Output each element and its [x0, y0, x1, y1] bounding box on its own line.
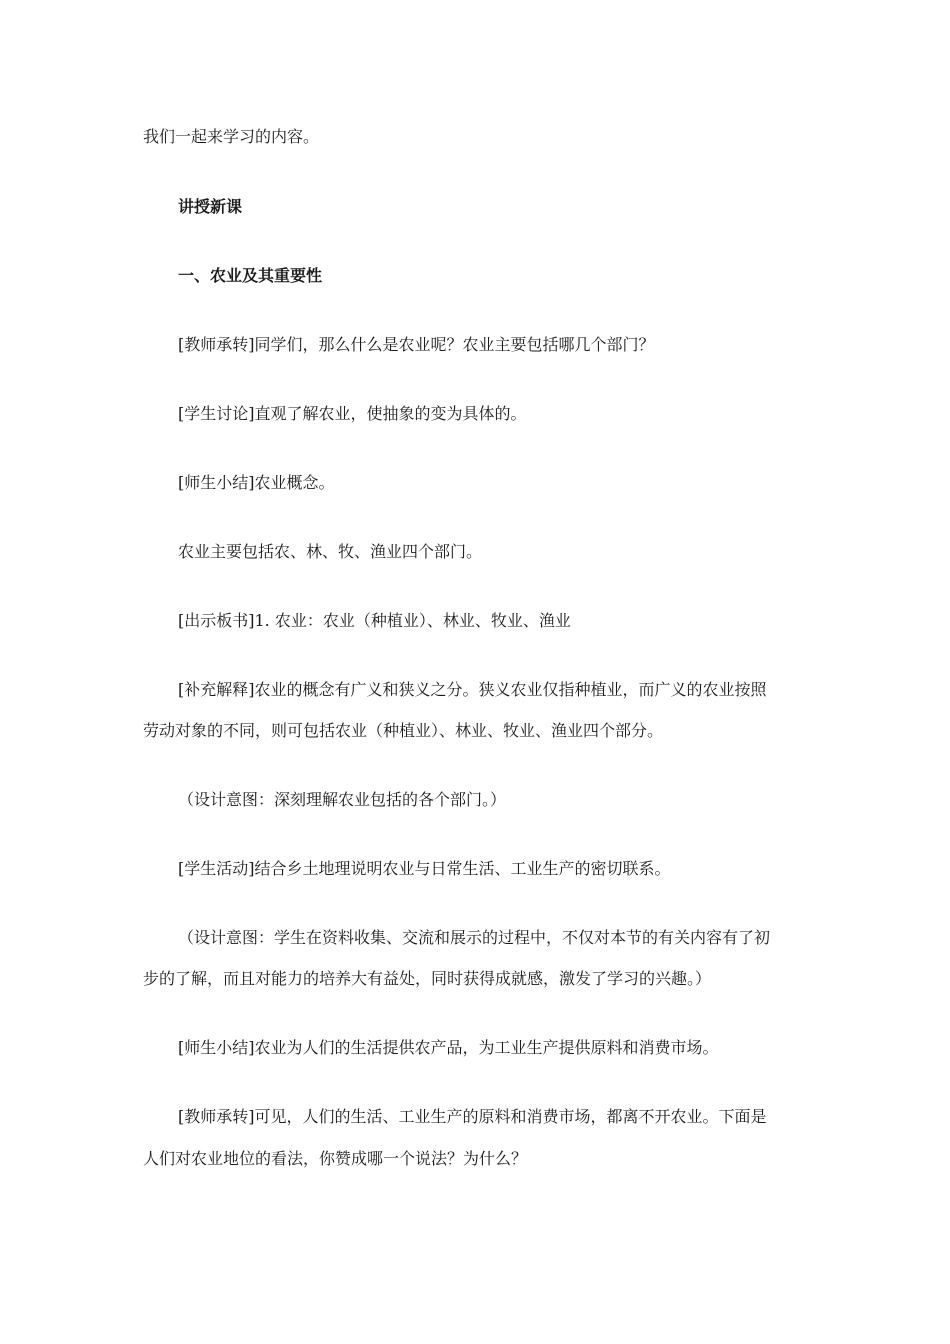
paragraph-text: 我们一起来学习的内容。 [143, 127, 320, 146]
subsection-heading: 一、农业及其重要性 [178, 266, 323, 285]
paragraph-text: [学生活动]结合乡土地理说明农业与日常生活、工业生产的密切联系。 [178, 859, 671, 878]
paragraph-text: [补充解释]农业的概念有广义和狭义之分。狭义农业仅指种植业，而广义的农业按照 [178, 680, 767, 699]
paragraph-text: 劳动对象的不同，则可包括农业（种植业）、林业、牧业、渔业四个部分。 [143, 721, 664, 740]
paragraph-text: [学生讨论]直观了解农业，使抽象的变为具体的。 [178, 404, 527, 423]
section-heading: 讲授新课 [178, 197, 243, 216]
paragraph-text: （设计意图：学生在资料收集、交流和展示的过程中，不仅对本节的有关内容有了初 [178, 928, 771, 947]
paragraph-text: （设计意图：深刻理解农业包括的各个部门。） [178, 790, 507, 809]
paragraph-text: [师生小结]农业概念。 [178, 473, 335, 492]
paragraph-text: [教师承转]可见，人们的生活、工业生产的原料和消费市场，都离不开农业。下面是 [178, 1107, 767, 1126]
paragraph-text: [出示板书]1. 农业：农业（种植业）、林业、牧业、渔业 [178, 611, 571, 630]
paragraph-text: 农业主要包括农、林、牧、渔业四个部门。 [178, 542, 483, 561]
paragraph-text: [师生小结]农业为人们的生活提供农产品，为工业生产提供原料和消费市场。 [178, 1038, 719, 1057]
paragraph-text: 步的了解，而且对能力的培养大有益处，同时获得成就感，激发了学习的兴趣。） [143, 969, 712, 988]
paragraph-text: 人们对农业地位的看法，你赞成哪一个说法？为什么？ [143, 1149, 528, 1168]
paragraph-text: [教师承转]同学们，那么什么是农业呢？农业主要包括哪几个部门？ [178, 335, 655, 354]
